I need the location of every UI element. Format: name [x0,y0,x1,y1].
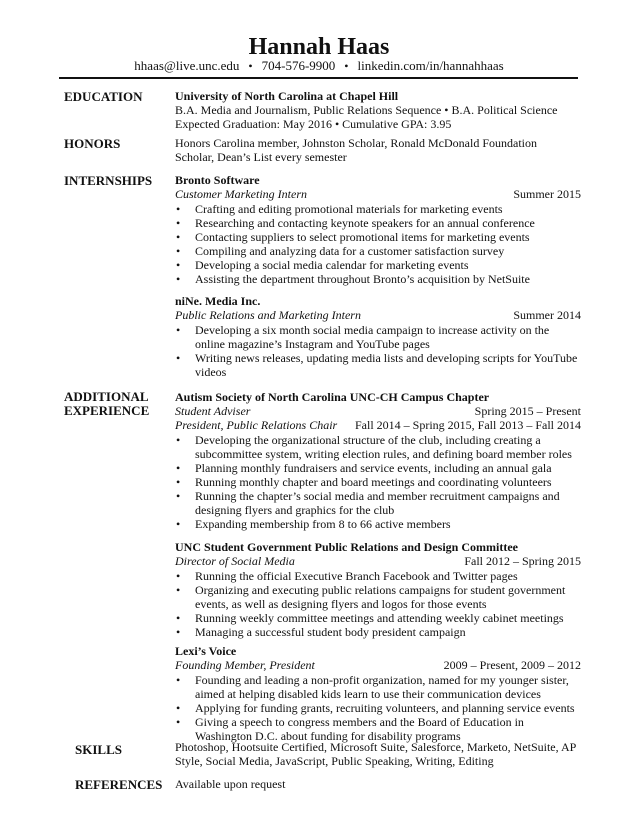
bullet-item: • Writing news releases, updating media lists and developing scripts for YouTube videos [175,351,581,379]
bullet-item: • Developing the organizational structure of the club, including creating a subcommittee system, writing election rules, and defining board member roles [175,433,581,461]
internship-entry [175,173,581,286]
bullet-item: • Organizing and executing public relations campaigns for student government events, as well as designing flyers and logos for those events [175,583,581,611]
bullet-item: • Planning monthly fundraisers and service events, including an annual gala [175,461,581,475]
role-row [175,418,581,432]
organization-name: UNC Student Government Public Relations and Design Committee [175,540,518,554]
role-row [175,658,581,672]
job-title: Public Relations and Marketing Intern [175,308,361,322]
bullet-item: • Contacting suppliers to select promotional items for marketing events [175,230,581,244]
role-row [175,308,581,322]
skills-line: Style, Social Media, JavaScript, Public Speaking, Writing, Editing [175,754,494,768]
heading-line: ADDITIONAL [64,389,149,404]
contact-separator: • [248,59,253,73]
bullet-item: • Crafting and editing promotional materials for marketing events [175,202,581,216]
bullet-item: • Expanding membership from 8 to 66 active members [175,517,581,531]
skills-section [175,740,581,768]
section-heading-additional-experience [64,390,149,418]
honors-section [175,136,581,164]
email-link[interactable]: hhaas@live.unc.edu [134,58,240,73]
experience-entry [175,390,581,531]
header-divider [59,77,578,79]
contact-line [0,59,638,73]
school-name: University of North Carolina at Chapel Hill [175,89,399,103]
section-heading-skills: SKILLS [75,742,122,757]
bullet-list [175,433,581,531]
employer-name: Bronto Software [175,173,260,187]
linkedin-link[interactable]: linkedin.com/in/hannahhaas [357,58,504,73]
experience-entry [175,540,581,639]
organization-name: Autism Society of North Carolina UNC-CH Campus Chapter [175,390,490,404]
honors-line: Scholar, Dean’s List every semester [175,150,347,164]
experience-entry [175,644,581,743]
bullet-item: • Giving a speech to congress members and the Board of Education in Washington D.C. about funding for disability programs [175,715,581,743]
job-dates: Summer 2014 [513,308,581,322]
section-heading-references: REFERENCES [75,777,163,792]
heading-line: EXPERIENCE [64,403,150,418]
internship-entry [175,294,581,379]
references-text: Available upon request [175,777,286,791]
contact-separator: • [344,59,349,73]
section-heading-internships: INTERNSHIPS [64,173,153,188]
job-dates: 2009 – Present, 2009 – 2012 [443,658,581,672]
job-title: President, Public Relations Chair [175,418,338,432]
role-row [175,187,581,201]
bullet-item: • Developing a social media calendar for marketing events [175,258,581,272]
degrees: B.A. Media and Journalism, Public Relations Sequence • B.A. Political Science [175,103,558,117]
bullet-list [175,673,581,743]
honors-line: Honors Carolina member, Johnston Scholar, Ronald McDonald Foundation [175,136,537,150]
skills-line: Photoshop, Hootsuite Certified, Microsoft Suite, Salesforce, Marketo, NetSuite, AP [175,740,577,754]
bullet-item: • Researching and contacting keynote speakers for an annual conference [175,216,581,230]
employer-name: niNe. Media Inc. [175,294,261,308]
bullet-item: • Developing a six month social media campaign to increase activity on the online magazine’s Instagram and YouTube pages [175,323,581,351]
phone-number: 704-576-9900 [261,58,336,73]
job-dates: Spring 2015 – Present [474,404,581,418]
job-title: Founding Member, President [175,658,315,672]
bullet-list [175,202,581,286]
bullet-item: • Applying for funding grants, recruiting volunteers, and planning service events [175,701,581,715]
role-row [175,404,581,418]
bullet-list [175,569,581,639]
bullet-item: • Managing a successful student body president campaign [175,625,581,639]
bullet-item: • Running the chapter’s social media and member recruitment campaigns and designing flyers and graphics for the club [175,489,581,517]
job-dates: Summer 2015 [513,187,581,201]
bullet-item: • Founding and leading a non-profit organization, named for my younger sister, aimed at helping disabled kids learn to use their communication devices [175,673,581,701]
internships-section [175,173,581,379]
role-row [175,554,581,568]
resume-name: Hannah Haas [248,34,390,60]
bullet-item: • Running monthly chapter and board meetings and coordinating volunteers [175,475,581,489]
job-title: Customer Marketing Intern [175,187,307,201]
bullet-item: • Compiling and analyzing data for a customer satisfaction survey [175,244,581,258]
bullet-item: • Assisting the department throughout Bronto’s acquisition by NetSuite [175,272,581,286]
job-dates: Fall 2012 – Spring 2015 [464,554,581,568]
section-heading-education: EDUCATION [64,89,143,104]
graduation-details: Expected Graduation: May 2016 • Cumulative GPA: 3.95 [175,117,452,131]
additional-experience-section [175,390,581,743]
education-section [175,89,581,131]
organization-name: Lexi’s Voice [175,644,237,658]
job-title: Director of Social Media [175,554,295,568]
section-heading-honors: HONORS [64,136,121,151]
job-dates: Fall 2014 – Spring 2015, Fall 2013 – Fall 2014 [354,418,581,432]
bullet-list [175,323,581,379]
bullet-item: • Running the official Executive Branch Facebook and Twitter pages [175,569,581,583]
job-title: Student Adviser [175,404,251,418]
bullet-item: • Running weekly committee meetings and attending weekly cabinet meetings [175,611,581,625]
